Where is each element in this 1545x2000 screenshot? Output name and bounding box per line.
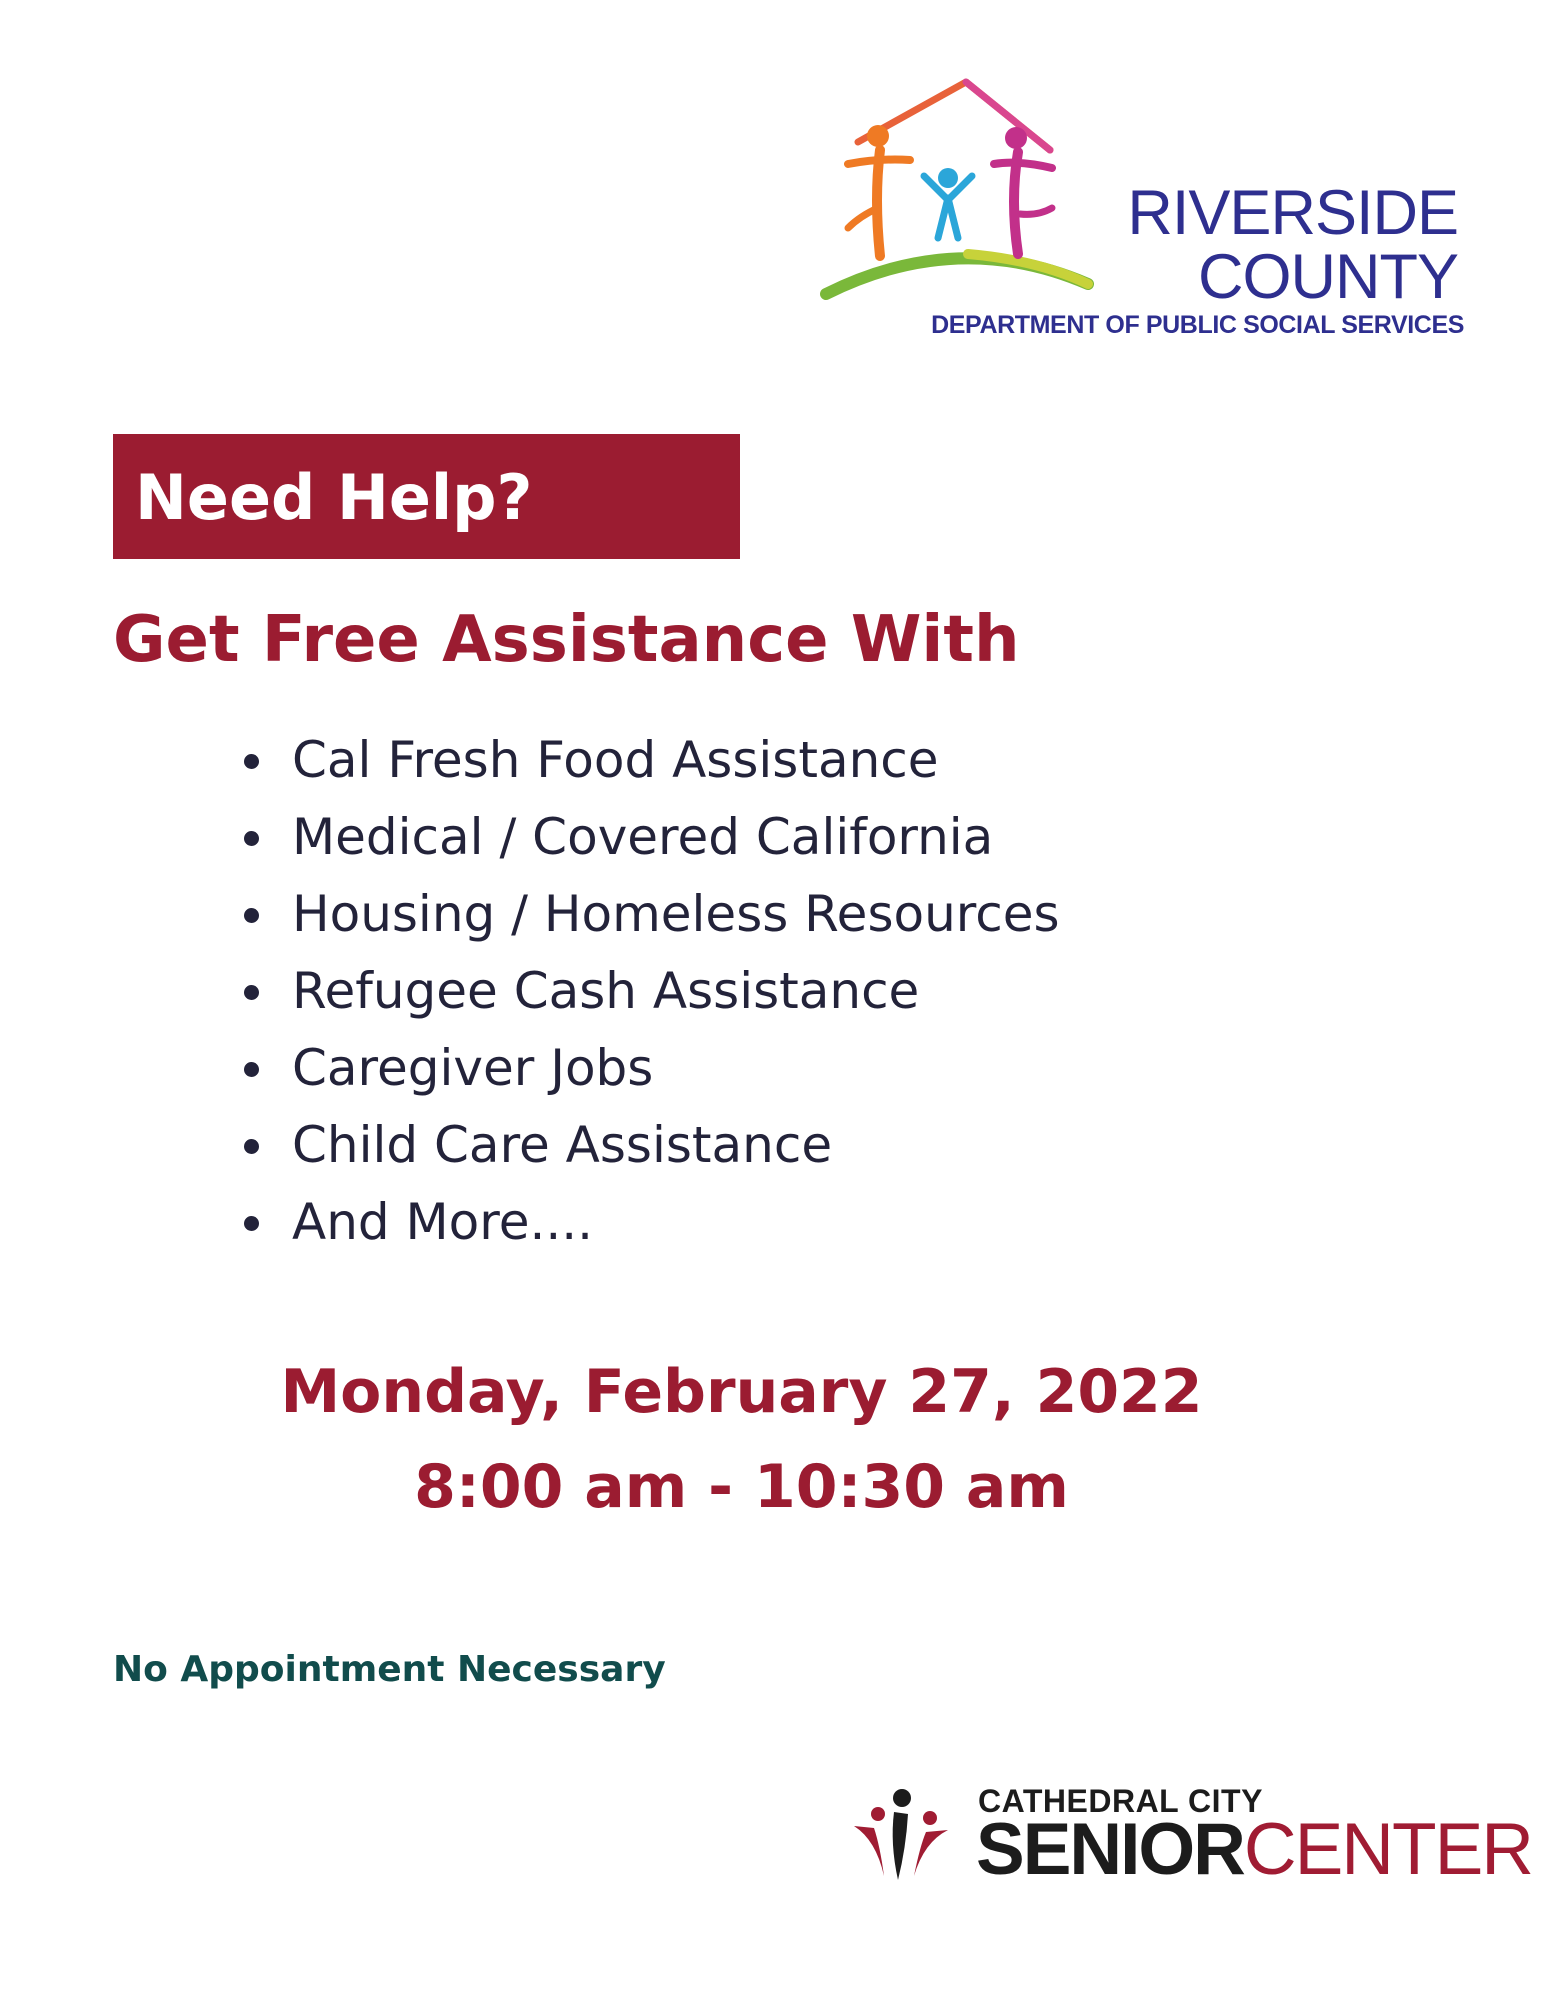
service-label: Child Care Assistance — [292, 1116, 833, 1174]
services-list — [240, 722, 1060, 1261]
bullet-icon — [244, 1216, 259, 1231]
bullet-icon — [244, 754, 259, 769]
need-help-text: Need Help? — [135, 461, 533, 534]
event-date: Monday, February 27, 2022 — [280, 1357, 1203, 1427]
event-time: 8:00 am - 10:30 am — [414, 1452, 1069, 1522]
center-word: CENTER — [1243, 1809, 1533, 1890]
department-logo-text: DEPARTMENT OF PUBLIC SOCIAL SERVICES — [931, 311, 1464, 339]
cathedral-city-senior-center-logo — [850, 1782, 1533, 1892]
list-item — [240, 799, 1060, 876]
bullet-icon — [244, 908, 259, 923]
assistance-heading: Get Free Assistance With — [113, 603, 1020, 677]
list-item — [240, 722, 1060, 799]
list-item — [240, 1030, 1060, 1107]
county-logo-text: COUNTY — [1198, 242, 1458, 312]
service-label: Cal Fresh Food Assistance — [292, 731, 939, 789]
bullet-icon — [244, 1139, 259, 1154]
service-label: Housing / Homeless Resources — [292, 885, 1060, 943]
bullet-icon — [244, 1062, 259, 1077]
list-item — [240, 876, 1060, 953]
list-item — [240, 1107, 1060, 1184]
no-appointment-note: No Appointment Necessary — [113, 1649, 666, 1690]
need-help-banner — [113, 434, 740, 559]
cathedral-city-text: CATHEDRAL CITY — [978, 1783, 1263, 1819]
list-item — [240, 953, 1060, 1030]
list-item — [240, 1184, 1060, 1261]
riverside-county-logo — [818, 78, 1468, 350]
service-label: Caregiver Jobs — [292, 1039, 654, 1097]
people-emblem-icon — [850, 1788, 950, 1884]
bullet-icon — [244, 985, 259, 1000]
service-label: Refugee Cash Assistance — [292, 962, 920, 1020]
bullet-icon — [244, 831, 259, 846]
riverside-logo-text: RIVERSIDE — [1127, 178, 1458, 248]
senior-center-text — [976, 1809, 1533, 1890]
senior-word: SENIOR — [976, 1809, 1244, 1890]
service-label: And More.... — [292, 1193, 594, 1251]
service-label: Medical / Covered California — [292, 808, 994, 866]
